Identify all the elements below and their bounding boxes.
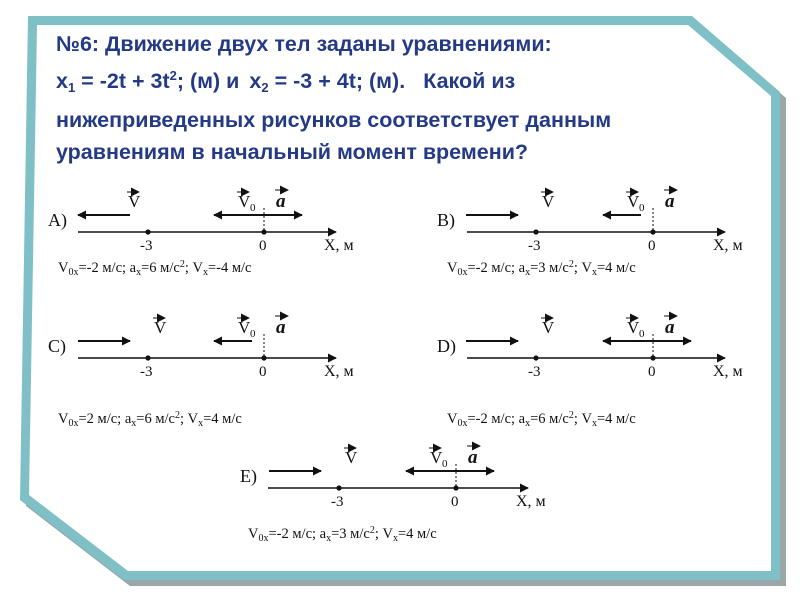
option-b-values	[447, 259, 636, 278]
option-d-values-part: 0x	[457, 418, 468, 429]
option-a-v0-sub: 0	[250, 202, 256, 214]
option-c-values-part: ; V	[179, 411, 199, 427]
option-d-axis-label: X, м	[713, 363, 743, 380]
option-b-values-part: x	[525, 267, 531, 278]
option-e-point-minus3	[336, 485, 341, 490]
option-b-point-0	[650, 229, 655, 234]
option-c-values-part: 0x	[68, 418, 79, 429]
option-a-values-part: 2	[179, 259, 185, 270]
question-line-1: №6: Движение двух тел заданы уравнениями:	[56, 32, 552, 56]
option-d-v0-label: V	[627, 318, 640, 337]
option-e-values	[248, 525, 437, 544]
option-e-v0-sub: 0	[442, 458, 448, 470]
option-c-v0-sub: 0	[250, 328, 256, 340]
option-a-point-0	[261, 229, 266, 234]
option-c-values-part: x	[198, 418, 204, 429]
option-b-values-part: ; V	[573, 260, 592, 276]
option-c-v-label: V	[154, 318, 167, 337]
option-e-v0-label: V	[430, 448, 443, 467]
option-c-values-part: =4 м/с	[203, 411, 242, 427]
option-b-v0-sub: 0	[639, 202, 645, 214]
option-c-values-part: V	[58, 411, 69, 427]
option-a-values-part: x	[202, 267, 208, 278]
option-a-values-part: =-4 м/с	[207, 260, 252, 276]
option-c-a-label: a	[276, 317, 286, 338]
option-c-axis-label: X, м	[324, 363, 354, 380]
option-a-v0-label: V	[238, 192, 251, 211]
option-d-tick-minus3: -3	[528, 364, 541, 380]
option-c-v0-label: V	[238, 318, 251, 337]
option-e-tick-0: 0	[451, 494, 459, 510]
option-b-a-label: a	[665, 191, 675, 212]
option-c-letter: C)	[48, 336, 66, 356]
option-c-values-part: x	[131, 418, 137, 429]
option-c-values-part: 2	[174, 410, 180, 421]
option-b-letter: B)	[437, 210, 455, 230]
option-a-values-part: x	[136, 267, 142, 278]
option-a-values-part: =-2 м/с; a	[78, 260, 137, 276]
option-e-values-part: =3 м/с	[331, 526, 370, 542]
option-e-values-part: 2	[369, 525, 375, 536]
option-e-v-label: V	[345, 448, 358, 467]
option-d-letter: D)	[437, 336, 456, 356]
option-c-values-part: =2 м/с; a	[78, 411, 132, 427]
option-e-letter: E)	[240, 466, 257, 486]
option-d-values-part: ; V	[573, 411, 592, 427]
option-e-values-part: V	[248, 526, 259, 542]
option-d-point-0	[650, 355, 655, 360]
option-e-values-part: x	[392, 533, 398, 544]
option-b-values-part: x	[591, 267, 597, 278]
option-b-axis-label: X, м	[713, 237, 743, 254]
option-d-values	[447, 410, 636, 429]
option-e-point-0	[453, 485, 458, 490]
question-line-3: нижеприведенных рисунков соответствует данным	[56, 108, 612, 132]
option-d-v0-sub: 0	[639, 328, 645, 340]
option-b-values-part: V	[447, 260, 458, 276]
option-c-point-0	[261, 355, 266, 360]
option-a-values-part: V	[58, 260, 69, 276]
option-d-values-part: =6 м/с	[530, 411, 569, 427]
option-c-point-minus3	[145, 355, 150, 360]
option-a-tick-0: 0	[259, 238, 267, 254]
option-d-values-part: =-2 м/с; a	[467, 411, 526, 427]
option-c-values-part: =6 м/с	[136, 411, 175, 427]
option-c-values	[58, 410, 242, 429]
option-d-values-part: =4 м/с	[596, 411, 636, 427]
option-b-tick-0: 0	[648, 238, 656, 254]
option-a-tick-minus3: -3	[140, 238, 153, 254]
option-d-values-part: 2	[568, 410, 574, 421]
option-d-values-part: V	[447, 411, 458, 427]
option-e-axis-label: X, м	[516, 493, 546, 510]
option-e-a-label: a	[468, 447, 478, 468]
option-a-values-part: ; V	[184, 260, 203, 276]
option-e-values-part: 0x	[258, 533, 269, 544]
option-b-v0-label: V	[627, 192, 640, 211]
option-d-a-label: a	[665, 317, 675, 338]
question-line-4: уравнениям в начальный момент времени?	[56, 140, 529, 164]
option-a-v-label: V	[128, 192, 141, 211]
option-c-tick-0: 0	[259, 364, 267, 380]
option-e-values-part: x	[326, 533, 332, 544]
option-b-values-part: =4 м/с	[596, 260, 636, 276]
option-b-values-part: 0x	[457, 267, 468, 278]
option-e-values-part: =4 м/с	[397, 526, 437, 542]
option-a-a-label: a	[276, 191, 286, 212]
option-b-tick-minus3: -3	[528, 238, 541, 254]
option-d-values-part: x	[525, 418, 531, 429]
option-a-values-part: =6 м/с	[141, 260, 180, 276]
option-d-v-label: V	[542, 318, 555, 337]
option-b-point-minus3	[533, 229, 538, 234]
option-b-values-part: =3 м/с	[530, 260, 569, 276]
option-a-values	[58, 259, 251, 278]
option-e-values-part: ; V	[374, 526, 393, 542]
option-d-tick-0: 0	[648, 364, 656, 380]
option-e-tick-minus3: -3	[331, 494, 344, 510]
option-b-values-part: 2	[568, 259, 574, 270]
question-line-2: $x_1 = -2t + 3t^2$; (м) и $x_2 = -3 + 4t$; (м). Какой из	[56, 68, 516, 95]
option-a-values-part: 0x	[68, 267, 79, 278]
option-b-values-part: =-2 м/с; a	[467, 260, 526, 276]
option-d-point-minus3	[533, 355, 538, 360]
option-b-v-label: V	[542, 192, 555, 211]
option-a-point-minus3	[145, 229, 150, 234]
option-e-values-part: =-2 м/с; a	[268, 526, 327, 542]
option-a-axis-label: X, м	[324, 237, 354, 254]
option-c-tick-minus3: -3	[140, 364, 153, 380]
option-a-letter: A)	[48, 210, 67, 230]
option-d-values-part: x	[591, 418, 597, 429]
